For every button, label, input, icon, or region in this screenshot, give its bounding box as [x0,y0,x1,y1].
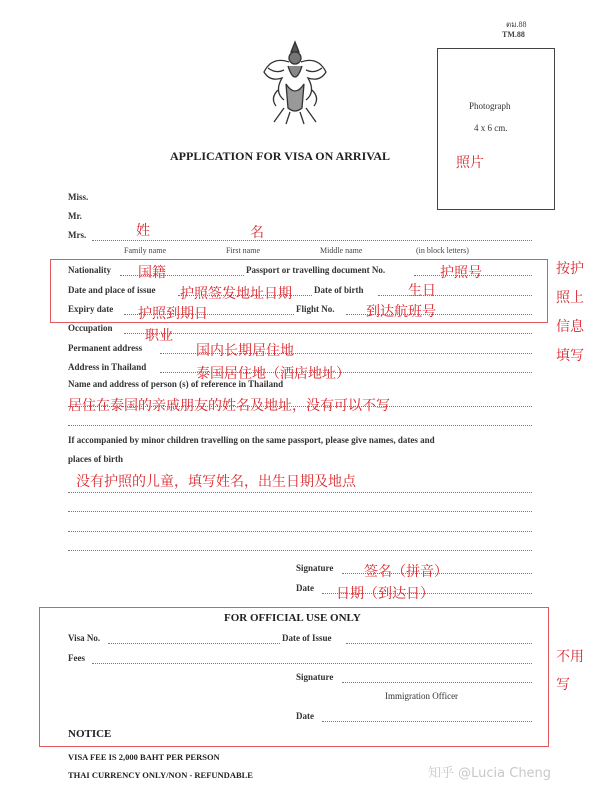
form-title: APPLICATION FOR VISA ON ARRIVAL [170,149,391,163]
annotation-thai-address: 泰国居住地（酒店地址） [196,366,350,382]
annotation-children: 没有护照的儿童，填写姓名，出生日期及地点 [76,474,356,490]
label-reference: Name and address of person (s) of reference in Thailand [68,379,284,389]
annotation-no-use-2: 写 [556,677,570,693]
col-family-name: Family name [124,246,166,255]
children-line-4[interactable] [68,550,532,551]
annotation-nationality: 国籍 [138,265,166,281]
photo-label: Photograph [469,101,511,111]
label-visa-no: Visa No. [68,633,101,643]
label-nationality: Nationality [68,265,112,275]
label-children-2: places of birth [68,454,123,464]
official-title: FOR OFFICIAL USE ONLY [224,612,361,624]
annotation-occupation: 职业 [145,328,173,344]
label-date-place-issue: Date and place of issue [68,285,156,295]
annotation-side-1: 按护 [556,261,584,277]
label-officer-date: Date [296,711,314,721]
label-occupation: Occupation [68,323,113,333]
annotation-permanent: 国内长期居住地 [196,343,294,359]
children-line-2[interactable] [68,511,532,512]
label-mrs: Mrs. [68,230,87,240]
garuda-emblem-icon [260,38,330,126]
label-children: If accompanied by minor children travelling on the same passport, please give names, dates and [68,435,435,445]
label-mr: Mr. [68,211,82,221]
notice-currency: THAI CURRENCY ONLY/NON - REFUNDABLE [68,770,253,780]
notice-title: NOTICE [68,728,112,740]
photo-size: 4 x 6 cm. [474,123,508,133]
annotation-signature: 签名（拼音） [364,564,448,580]
children-line-3[interactable] [68,531,532,532]
form-code-thai: ตม.88 [506,20,527,29]
date-of-issue-field [346,643,532,644]
label-miss: Miss. [68,192,89,202]
watermark: 知乎 @Lucia Cheng [428,766,552,781]
annotation-photo: 照片 [456,155,484,171]
children-line-1[interactable] [68,492,532,493]
annotation-reference: 居住在泰国的亲戚朋友的姓名及地址，没有可以不写 [68,398,390,414]
annotation-side-3: 信息 [556,319,584,335]
label-expiry: Expiry date [68,304,114,314]
annotation-surname: 姓 [136,223,150,239]
occupation-field[interactable] [124,333,532,334]
annotation-side-4: 填写 [556,348,584,364]
label-signature: Signature [296,563,334,573]
col-first-name: First name [226,246,260,255]
visa-no-field [108,643,280,644]
label-passport-no: Passport or travelling document No. [246,265,386,275]
col-block-letters: (in block letters) [416,246,469,255]
col-middle-name: Middle name [320,246,363,255]
annotation-issue: 护照签发地址日期 [180,286,292,302]
officer-date-field [322,721,532,722]
reference-line-2[interactable] [68,425,532,426]
notice-fee: VISA FEE IS 2,000 BAHT PER PERSON [68,752,220,762]
label-date: Date [296,583,314,593]
official-use-highlight [39,607,549,747]
officer-signature-field [342,682,532,683]
annotation-side-2: 照上 [556,290,584,306]
annotation-no-use-1: 不用 [556,649,584,665]
label-flight-no: Flight No. [296,304,335,314]
annotation-birth: 生日 [408,283,436,299]
label-officer-signature: Signature [296,672,334,682]
annotation-expiry: 护照到期日 [138,306,208,322]
label-date-of-issue: Date of Issue [282,633,332,643]
label-immigration-officer: Immigration Officer [385,691,459,701]
form-code: TM.88 [502,30,525,39]
label-fees: Fees [68,653,85,663]
annotation-given-name: 名 [250,225,264,241]
label-permanent-address: Permanent address [68,343,143,353]
annotation-flight: 到达航班号 [366,304,436,320]
annotation-date: 日期（到达日） [336,586,434,602]
annotation-passport-no: 护照号 [440,265,482,281]
label-date-of-birth: Date of birth [314,285,364,295]
label-address-thailand: Address in Thailand [68,362,147,372]
date-of-birth-field[interactable] [378,295,532,296]
name-line[interactable] [92,240,532,241]
fees-field [92,663,532,664]
